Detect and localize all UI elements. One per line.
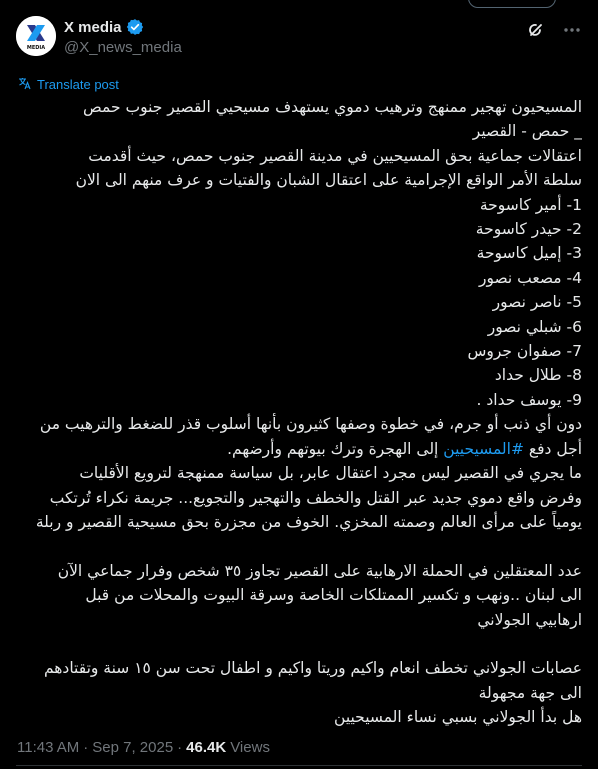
post-line: يومياً على مرأى العالم وصمته المخزي. الخوف من مجزرة بحق مسيحية القصير و ربلة: [35, 512, 582, 531]
post-line: _ حمص - القصير: [472, 122, 582, 141]
post-line: 9- يوسف حداد .: [476, 390, 582, 409]
post-line: 7- صفوان جروس: [467, 342, 582, 361]
translate-post-label: Translate post: [37, 77, 119, 92]
post-line: عدد المعتقلين في الحملة الارهابية على القصير تجاوز ٣٥ شخص وفرار جماعي الآن: [57, 561, 582, 580]
post-line: 4- مصعب نصور: [478, 268, 582, 287]
post-line: ما يجري في القصير ليس مجرد اعتقال عابر، بل سياسة ممنهجة لترويع الأقليات: [79, 464, 582, 483]
blank-line: [16, 632, 582, 656]
verified-badge-icon: [126, 18, 144, 36]
post-line-text: أجل دفع: [523, 439, 582, 458]
post-line: ارهابيي الجولاني: [477, 610, 582, 629]
translate-post-link[interactable]: [17, 76, 119, 93]
avatar[interactable]: [16, 16, 56, 56]
post-line: عصابات الجولاني تخطف انعام واكيم وريتا واكيم و اطفال تحت سن ١٥ سنة وتقتادهم: [43, 659, 582, 678]
post-line: سلطة الأمر الواقع الإجرامية على اعتقال الشبان والفتيات و عرف منهم الى الان: [75, 171, 582, 190]
post-line: هل بدأ الجولاني بسبي نساء المسيحيين: [334, 708, 582, 727]
post-line-text: إلى الهجرة وترك بيوتهم وأرضهم.: [227, 439, 444, 458]
post-meta: [17, 739, 270, 756]
x-media-logo: [16, 16, 56, 56]
divider: [16, 765, 582, 766]
post-line: 5- ناصر نصور: [492, 293, 582, 312]
post-line: 6- شبلي نصور: [487, 317, 582, 336]
top-edge: [0, 0, 598, 8]
translate-icon: [17, 76, 31, 93]
post-line: وفرض واقع دموي جديد عبر القتل والخطف والتهجير والتجويع... جريمة نكراء تُرتكب: [49, 488, 582, 507]
meta-separator: ·: [83, 739, 89, 756]
blank-line: [16, 534, 582, 558]
views-label: Views: [230, 739, 270, 756]
grok-icon[interactable]: [526, 20, 546, 40]
post-line: الى لبنان ..ونهب و تكسير الممتلكات الخاصة وسرقة البيوت والمحلات من قبل: [85, 586, 582, 605]
post-line: اعتقالات جماعية بحق المسيحيين في مدينة القصير جنوب حمص، حيث أقدمت: [88, 146, 582, 165]
svg-text:MEDIA: MEDIA: [26, 45, 46, 51]
display-name[interactable]: X media: [64, 18, 122, 36]
author-names: [64, 18, 182, 56]
views-count: 46.4K: [186, 739, 227, 756]
post-line: 3- إميل كاسوحة: [476, 244, 582, 263]
post-line: دون أي ذنب أو جرم، في خطوة وصفها كثيرون بأنها أسلوب قذر للضغط والترهيب من: [39, 415, 582, 434]
post-line: 8- طلال حداد: [494, 366, 582, 385]
post-line: المسيحيون تهجير ممنهج وترهيب دموي يستهدف مسيحيي القصير جنوب حمص: [83, 98, 582, 116]
post-line: 2- حيدر كاسوحة: [475, 220, 582, 239]
author-handle[interactable]: @X_news_media: [64, 39, 182, 56]
post-header: [16, 16, 582, 60]
follow-button-edge[interactable]: [468, 0, 556, 8]
post-line: الى جهة مجهولة: [478, 683, 582, 702]
post-text: [16, 95, 582, 730]
meta-separator: ·: [177, 739, 183, 756]
post-line: 1- أمير كاسوحة: [479, 195, 582, 214]
more-icon[interactable]: [562, 20, 582, 40]
post-date[interactable]: Sep 7, 2025: [92, 739, 174, 756]
post-time[interactable]: 11:43 AM: [17, 739, 80, 756]
post-line: [16, 437, 582, 461]
hashtag-link[interactable]: #المسيحيين: [443, 439, 524, 458]
